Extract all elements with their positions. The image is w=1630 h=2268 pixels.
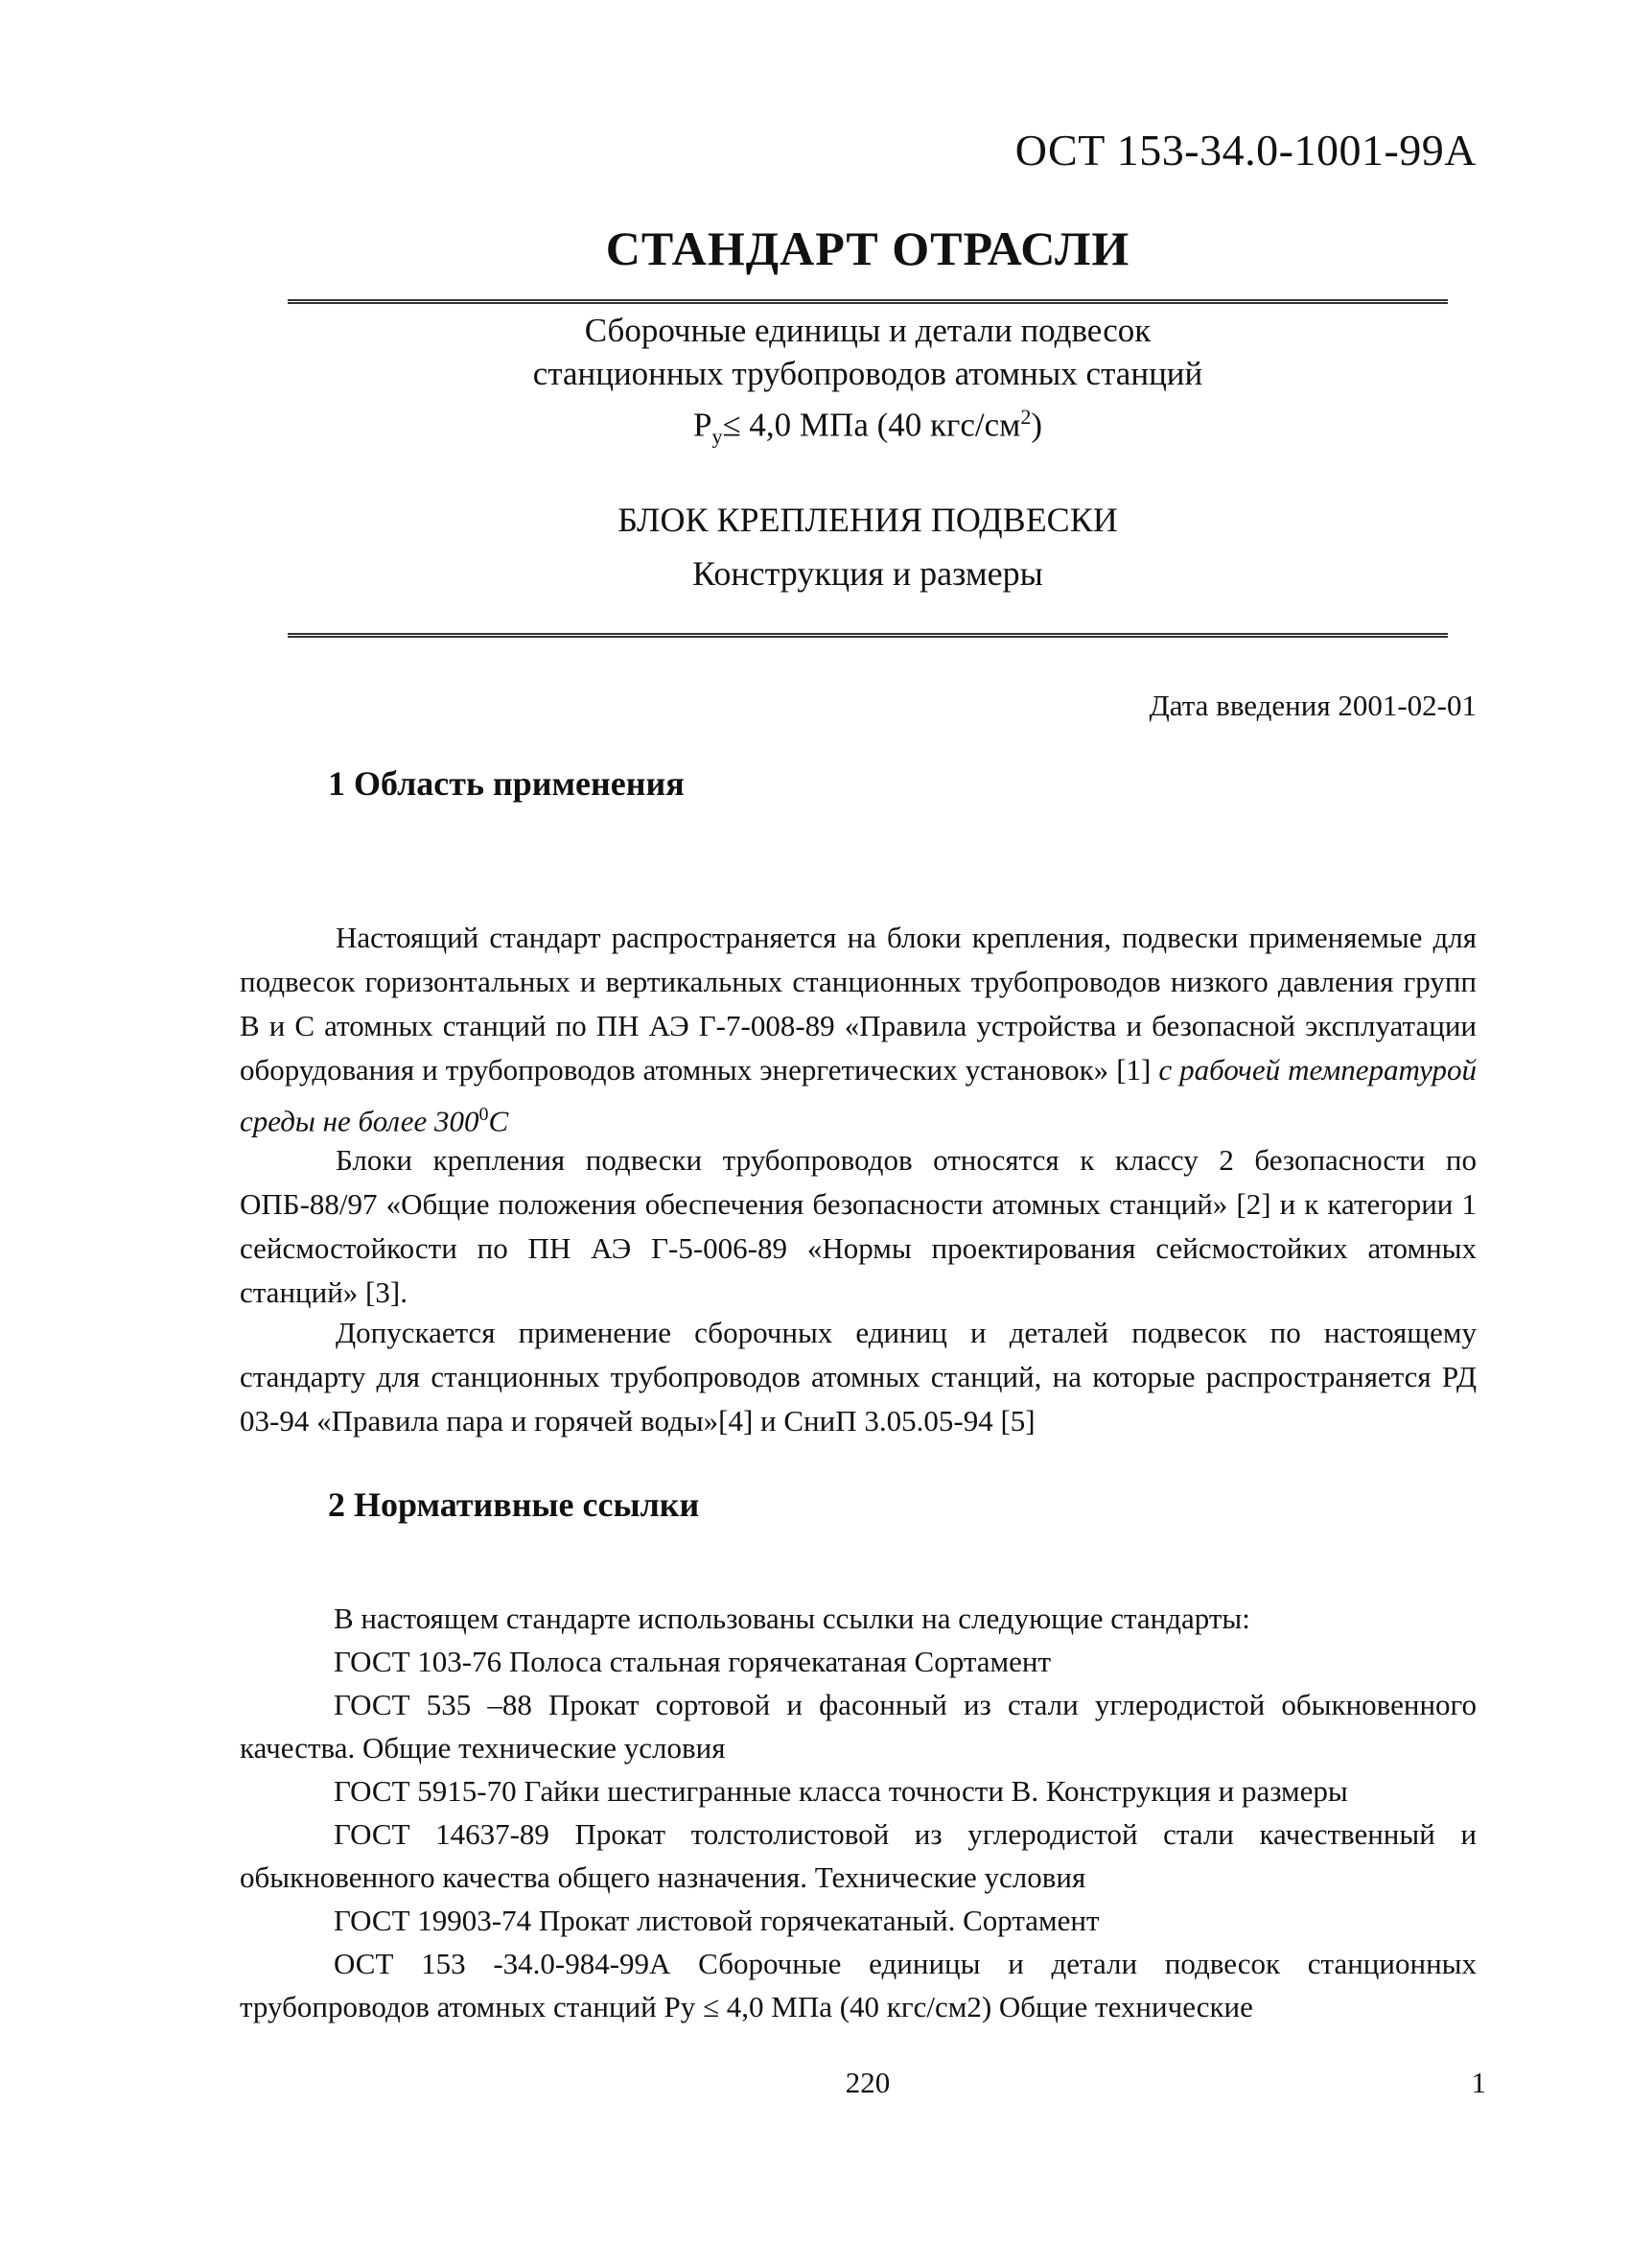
section-1-paragraph-3 — [240, 1311, 1477, 1443]
p1-degree: 0 — [478, 1104, 489, 1125]
p1-text: Настоящий стандарт распространяется на блоки крепления, подвески применяемые для подвесок горизонтальных и вертикальных станционных трубопроводов низкого давления групп В и С атомных станций по ПН АЭ Г-7-008-89 «Правила устройства и безопасной эксплуатации оборудования и трубопроводов атомных энергетических установок» [1] — [240, 921, 1477, 1087]
reference-item: ГОСТ 535 –88 Прокат сортовой и фасонный из стали углеродистой обыкновенного качества. Общие технические условия — [240, 1688, 1477, 1765]
subtitle-line-1: Сборочные единицы и детали подвесок — [584, 312, 1152, 349]
p2-text: Блоки крепления подвески трубопроводов относятся к классу 2 безопасности по ОПБ-88/97 «Общие положения обеспечения безопасности атомных станций» [2] и к категории 1 сейсмостойкости по ПН АЭ Г-5-006-89 «Нормы проектирования сейсмостойких атомных станций» [3]. — [240, 1143, 1477, 1309]
bottom-divider — [288, 633, 1448, 638]
reference-item: ГОСТ 19903-74 Прокат листовой горячекатаный. Сортамент — [334, 1904, 1100, 1937]
section-1-heading: 1 Область применения — [328, 764, 685, 803]
p1-unit: С — [488, 1104, 509, 1138]
page-number: 220 — [845, 2066, 891, 2099]
block-title-sub: Конструкция и размеры — [692, 554, 1043, 593]
p3-text: Допускается применение сборочных единиц и деталей подвесок по настоящему стандарту для станционных трубопроводов атомных станций, на которые распространяется РД 03-94 «Правила пара и горячей воды»[4] и СниП 3.05.05-94 [5] — [240, 1316, 1477, 1438]
block-title-main: БЛОК КРЕПЛЕНИЯ ПОДВЕСКИ — [617, 501, 1118, 539]
references-list — [240, 1597, 1477, 2028]
block-title — [0, 493, 1630, 600]
section-2-heading: 2 Нормативные ссылки — [328, 1485, 700, 1524]
sheet-number: 1 — [1471, 2066, 1486, 2099]
document-code: ОСТ 153-34.0-1001-99А — [1014, 126, 1477, 175]
introduction-date: Дата введения 2001-02-01 — [1149, 689, 1477, 722]
pressure-symbol: P — [693, 406, 712, 444]
section-1-paragraph-2 — [240, 1138, 1477, 1315]
references-intro: В настоящем стандарте использованы ссылки на следующие стандарты: — [334, 1602, 1250, 1635]
document-title: СТАНДАРТ ОТРАСЛИ — [605, 222, 1130, 275]
subtitle-line-2: станционных трубопроводов атомных станций — [532, 355, 1203, 392]
pressure-subscript: y — [711, 424, 723, 449]
p1-italic: с рабочей температурой среды не более 300 — [240, 1053, 1477, 1138]
reference-item: ГОСТ 103-76 Полоса стальная горячекатаная Сортамент — [334, 1645, 1052, 1678]
pressure-end: ) — [1031, 406, 1042, 444]
reference-item: ГОСТ 5915-70 Гайки шестигранные класса точности В. Конструкция и размеры — [334, 1774, 1348, 1808]
top-divider — [288, 299, 1448, 304]
unit-superscript: 2 — [1020, 405, 1032, 429]
subtitle-line-3 — [0, 395, 1630, 458]
reference-item: ГОСТ 14637-89 Прокат толстолистовой из углеродистой стали качественный и обыкновенного качества общего назначения. Технические условия — [240, 1817, 1477, 1894]
pressure-value: ≤ 4,0 МПа (40 кгс/см — [722, 406, 1021, 444]
section-1-paragraph-1 — [240, 916, 1477, 1143]
reference-item: ОСТ 153 -34.0-984-99А Сборочные единицы и детали подвесок станционных трубопроводов атомных станций Ру ≤ 4,0 МПа (40 кгс/см2) Общие технические — [240, 1947, 1477, 2023]
document-subtitle — [0, 309, 1630, 458]
